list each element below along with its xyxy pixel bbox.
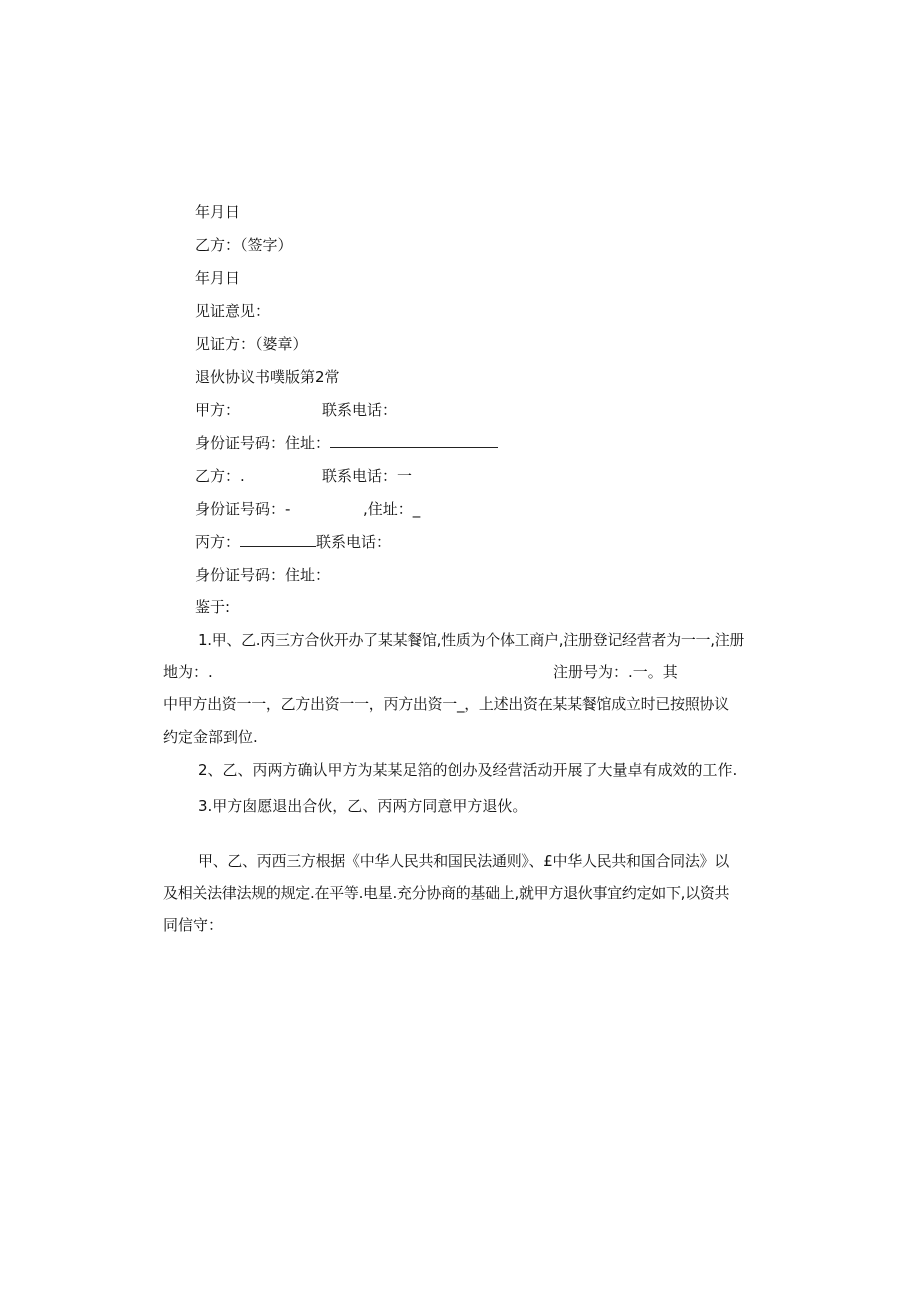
whereas-heading: 鉴于:: [195, 598, 231, 616]
witness-seal-line: 见证方：（婆章）: [195, 335, 308, 353]
party-a-phone-label: 联系电话：: [322, 401, 398, 419]
party-b-address-label: ,住址：_: [363, 500, 421, 518]
agreement-intro-line-2: 及相关法律法规的规定.在平等.电星.充分协商的基础上,就甲方退伙事宜约定如下,以资共: [163, 884, 730, 902]
party-c-name-blank: [240, 532, 316, 547]
party-a-row: [195, 400, 695, 420]
party-c-id-row: 身份证号码：住址：: [195, 566, 331, 584]
agreement-intro-line-3: 同信守：: [163, 916, 224, 934]
party-a-id-address-label: 身份证号码：住址：: [195, 434, 331, 452]
party-a-id-row: [195, 433, 498, 453]
clause-1-line-3: 中甲方出资一一，乙方出资一一，丙方出资一_，上述出资在某某餐馆成立时已按照协议: [163, 695, 729, 713]
party-a-address-blank: [330, 433, 498, 448]
date-line-1: 年月日: [195, 203, 241, 221]
party-b-label: 乙方：.: [195, 467, 245, 485]
party-a-label: 甲方：: [195, 401, 241, 419]
witness-opinion-line: 见证意见：: [195, 302, 271, 320]
party-c-row: [195, 532, 391, 552]
party-b-signature-line: 乙方：（签字）: [195, 236, 293, 254]
clause-1-location-label: 地为：.: [163, 663, 213, 681]
clause-1-line-1: 1.甲、乙.丙三方合伙开办了某某餐馆,性质为个体工商户,注册登记经营者为一一,注册: [198, 631, 745, 649]
template-title: 退伙协议书噗版第2常: [195, 368, 340, 386]
party-b-row: [195, 466, 695, 486]
party-c-label: 丙方：: [195, 533, 241, 551]
clause-1-registration-label: 注册号为：.一。其: [553, 663, 678, 681]
clause-1-line-2: [163, 662, 723, 682]
clause-2: 2、乙、丙两方确认甲方为某某足箔的创办及经营活动开展了大量卓有成效的工作.: [198, 761, 738, 779]
clause-1-line-4: 约定金部到位.: [163, 728, 258, 746]
agreement-intro-line-1: 甲、乙、丙西三方根据《中华人民共和国民法通则》、£中华人民共和国合同法》以: [198, 852, 729, 870]
party-b-id-row: [195, 499, 695, 519]
party-b-id-label: 身份证号码：-: [195, 500, 291, 518]
date-line-2: 年月日: [195, 269, 241, 287]
party-c-phone-label: 联系电话：: [316, 533, 392, 551]
clause-3: 3.甲方囱愿退出合伙，乙、丙两方同意甲方退伙。: [198, 797, 528, 815]
party-b-phone-label: 联系电话：一: [322, 467, 413, 485]
